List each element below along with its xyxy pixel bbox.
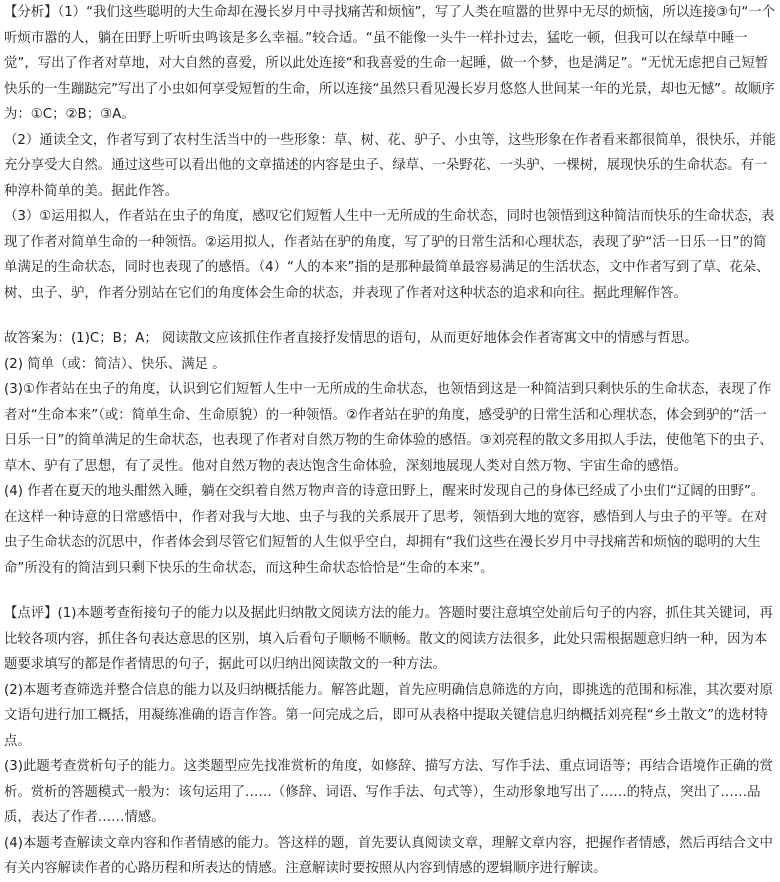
answer-paragraph-2: (2) 简单（或：简洁）、快乐、满足 。: [4, 356, 226, 372]
review-paragraph-2: (2)本题考查筛选并整合信息的能力以及归纳概括能力。解答此题，首先应明确信息筛选的方向，即挑选的范围和标准，其次要对原文语句进行加工概括，用凝练准确的语言作答。第一问完成之后，即可从表格中提取关键信息归纳概括刘亮程“乡土散文”的选材特点。: [4, 682, 773, 749]
analysis-paragraph-1: 【分析】（1）“我们这些聪明的大生命却在漫长岁月中寻找痛苦和烦恼”，写了人类在喧嚣的世界中无尽的烦恼，所以连接③句“一个听烦市嚣的人，躺在田野上听听虫鸣该是多么幸福。”较合适。“虽不能像一头牛一样扑过去，猛吃一顿，但我可以在绿草中睡一觉”，写出了作者对草地，对大自然的喜爱，所以此处连接“和我喜爱的生命一起睡，做一个梦，也是满足”。“无忧无虑把自己短暂快乐的一生蹦跶完”写出了小虫如何享受短暂的生命，所以连接“虽然只看见漫长岁月悠悠人世间某一年的光景，却也无憾”。故顺序为：①C；②B；③A。: [4, 5, 776, 122]
answer-paragraph-4: (4) 作者在夏天的地头酣然入睡，躺在交织着自然万物声音的诗意田野上，醒来时发现自己的身体已经成了小虫们“辽阔的田野”。在这样一种诗意的日常感悟中，作者对我与大地、虫子与我的关系展开了思考，领悟到大地的宽容，感悟到人与虫子的平等。在对虫子生命状态的沉思中，作者体会到尽管它们短暂的人生似乎空白，却拥有“我们这些在漫长岁月中寻找痛苦和烦恼的聪明的大生命”所没有的简洁到只剩下快乐的生命状态，而这种生命状态恰恰是“生命的本来”。: [4, 484, 768, 576]
review-section: [4, 601, 776, 882]
review-paragraph-1: 【点评】(1)本题考查衔接句子的能力以及据此归纳散文阅读方法的能力。答题时要注意填空处前后句子的内容，抓住其关键词，再比较各项内容，抓住各句表达意思的区别，填入后看句子顺畅不顺畅。散文的阅读方法很多，此处只需根据题意归纳一种，因为本题要求填写的都是作者情思的句子，据此可以归纳出阅读散文的一种方法。: [4, 606, 773, 672]
section-spacer: [4, 581, 776, 601]
analysis-paragraph-3: （3）①运用拟人，作者站在虫子的角度，感叹它们短暂人生中一无所成的生命状态，同时也领悟到这种简洁而快乐的生命状态，表现了作者对简单生命的一种领悟。②运用拟人，作者站在驴的角度，写了驴的日常生活和心理状态，表现了驴“活一日乐一日”的简单满足的生命状态，同时也表现了的感悟。（4）“人的本来”指的是那种最简单最容易满足的生活状态，文中作者写到了草、花朵、树、虫子、驴，作者分别站在它们的角度体会生命的状态，并表现了作者对这种状态的追求和向往。据此理解作答。: [4, 209, 775, 301]
answer-section: [4, 326, 776, 581]
answer-paragraph-3: (3)①作者站在虫子的角度，认识到它们短暂人生中一无所成的生命状态，也领悟到这是一种简洁到只剩快乐的生命状态，表现了作者对“生命本来”（或：简单生命、生命原貌）的一种领悟。②作者站在驴的角度，感受驴的日常生活和心理状态，体会到驴的“活一日乐一日”的简单满足的生命状态，也表现了作者对自然万物的生命体验的感悟。③刘亮程的散文多用拟人手法，使他笔下的虫子、草木、驴有了思想，有了灵性。他对自然万物的表达饱含生命体验，深刻地展现人类对自然万物、宇宙生命的感悟。: [4, 382, 773, 474]
section-spacer: [4, 306, 776, 326]
review-paragraph-4: (4)本题考查解读文章内容和作者情感的能力。答这样的题，首先要认真阅读文章，理解文章内容，把握作者情感，然后再结合文中有关内容解读作者的心路历程和所表达的情感。注意解读时要按照从内容到情感的逻辑顺序进行解读。: [4, 835, 773, 876]
analysis-paragraph-2: （2）通读全文，作者写到了农村生活当中的一些形象：草、树、花、驴子、小虫等，这些形象在作者看来都很简单，很快乐，并能充分享受大自然。通过这些可以看出他的文章描述的内容是虫子、绿草、一朵野花、一头驴、一棵树，展现快乐的生命状态。有一种淳朴简单的美。据此作答。: [4, 132, 776, 199]
review-paragraph-3: (3)此题考查赏析句子的能力。这类题型应先找准赏析的角度，如修辞、描写方法、写作手法、重点词语等；再结合语境作正确的赏析。赏析的答题模式一般为：该句运用了……（修辞、词语、写作手法、句式等），生动形象地写出了……的特点，突出了……品质，表达了作者……情感。: [4, 759, 773, 825]
answer-paragraph-1: 故答案为：(1)C；B；A； 阅读散文应该抓住作者直接抒发情思的语句，从而更好地体会作者寄寓文中的情感与哲思。: [4, 331, 698, 346]
analysis-section: [4, 0, 776, 306]
